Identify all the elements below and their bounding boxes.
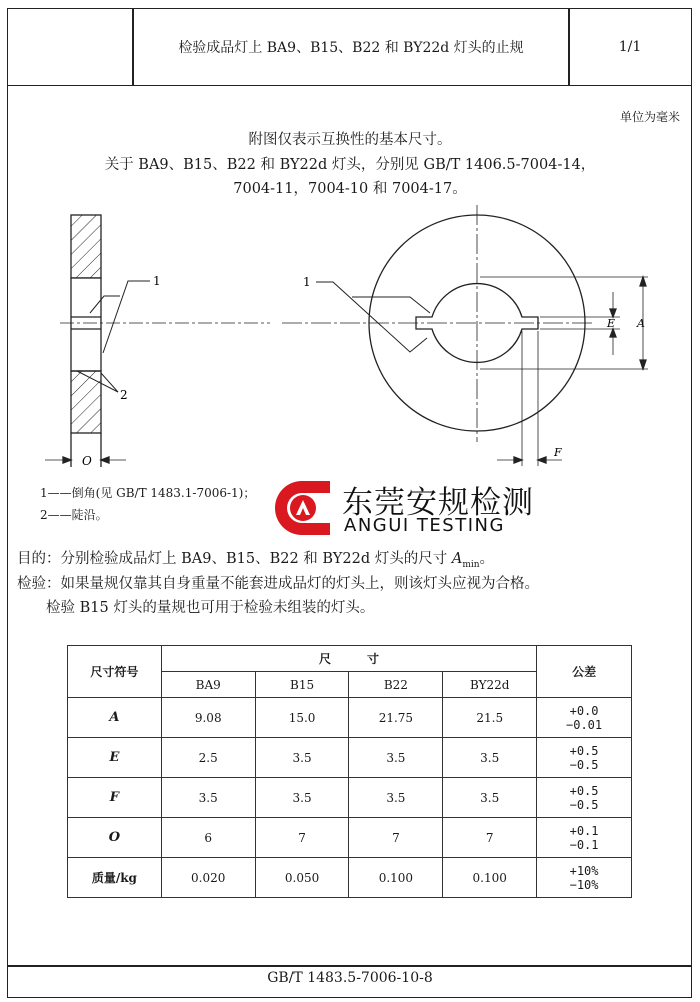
subheader-B15: B15 bbox=[255, 672, 349, 698]
subheader-B22: B22 bbox=[349, 672, 443, 698]
subheader-BY22d: BY22d bbox=[443, 672, 537, 698]
table-row: 质量/kg 0.020 0.050 0.100 0.100 +10% −10% bbox=[68, 858, 632, 898]
header-tolerance: 公差 bbox=[537, 646, 632, 698]
page-number: 1/1 bbox=[618, 38, 642, 55]
inspection-label: 检验： bbox=[17, 576, 61, 592]
table-row: A 9.08 15.0 21.75 21.5 +0.0 −0.01 bbox=[68, 698, 632, 738]
tolerance-cell: +0.5 −0.5 bbox=[537, 738, 632, 778]
callout-2-label: 2 bbox=[120, 388, 128, 402]
legend-item-2: 2——陡沿。 bbox=[40, 508, 108, 522]
tolerance-cell: +10% −10% bbox=[537, 858, 632, 898]
watermark-en: ANGUI TESTING bbox=[344, 515, 505, 536]
footer-divider bbox=[7, 965, 692, 967]
table-row: F 3.5 3.5 3.5 3.5 +0.5 −0.5 bbox=[68, 778, 632, 818]
legend-item-1: 1——倒角(见 GB/T 1483.1-7006-1)； bbox=[40, 486, 256, 500]
watermark-logo bbox=[272, 479, 534, 539]
unit-note: 单位为毫米 bbox=[619, 110, 680, 124]
symbol-A: A bbox=[451, 551, 463, 567]
inspection-text-2: 检验 B15 灯头的量规也可用于检验未组装的灯头。 bbox=[46, 600, 375, 616]
purpose-label: 目的： bbox=[17, 551, 61, 567]
tolerance-cell: +0.0 −0.01 bbox=[537, 698, 632, 738]
angui-logo-icon bbox=[272, 479, 334, 537]
dimensions-table bbox=[67, 645, 632, 898]
intro-line-3: 7004-11，7004-10 和 7004-17。 bbox=[233, 181, 467, 197]
callout-1-label-front: 1 bbox=[303, 275, 311, 289]
tolerance-cell: +0.5 −0.5 bbox=[537, 778, 632, 818]
table-row: O 6 7 7 7 +0.1 −0.1 bbox=[68, 818, 632, 858]
tolerance-cell: +0.1 −0.1 bbox=[537, 818, 632, 858]
gauge-drawing bbox=[0, 200, 700, 475]
header-symbol: 尺寸符号 bbox=[68, 646, 162, 698]
purpose-text: 目的：分别检验成品灯上 BA9、B15、B22 和 BY22d 灯头的尺寸 $A_{min}$。 bbox=[17, 551, 495, 570]
front-view bbox=[282, 205, 648, 466]
inspection-text: 检验：如果量规仅靠其自身重量不能套进成品灯的灯头上，则该灯头应视为合格。 bbox=[17, 576, 539, 592]
dim-A-label: A bbox=[637, 317, 645, 330]
intro-line-1: 附图仅表示互换性的基本尺寸。 bbox=[248, 132, 452, 148]
header-dimensions: 尺 寸 bbox=[161, 646, 536, 672]
dim-E-label: E bbox=[607, 317, 616, 330]
dim-O-label: O bbox=[82, 454, 92, 468]
document-title: 检验成品灯上 BA9、B15、B22 和 BY22d 灯头的止规 bbox=[178, 39, 524, 56]
callout-1-label: 1 bbox=[153, 274, 161, 288]
header-block bbox=[7, 8, 692, 86]
side-view bbox=[45, 215, 270, 467]
table-row: E 2.5 3.5 3.5 3.5 +0.5 −0.5 bbox=[68, 738, 632, 778]
watermark-cn: 东莞安规检测 bbox=[342, 485, 534, 521]
dim-F-label: F bbox=[554, 446, 562, 459]
footer-standard-code: GB/T 1483.5-7006-10-8 bbox=[267, 970, 433, 986]
intro-line-2: 关于 BA9、B15、B22 和 BY22d 灯头，分别见 GB/T 1406.5-7004-14， bbox=[104, 157, 596, 173]
subheader-BA9: BA9 bbox=[161, 672, 255, 698]
